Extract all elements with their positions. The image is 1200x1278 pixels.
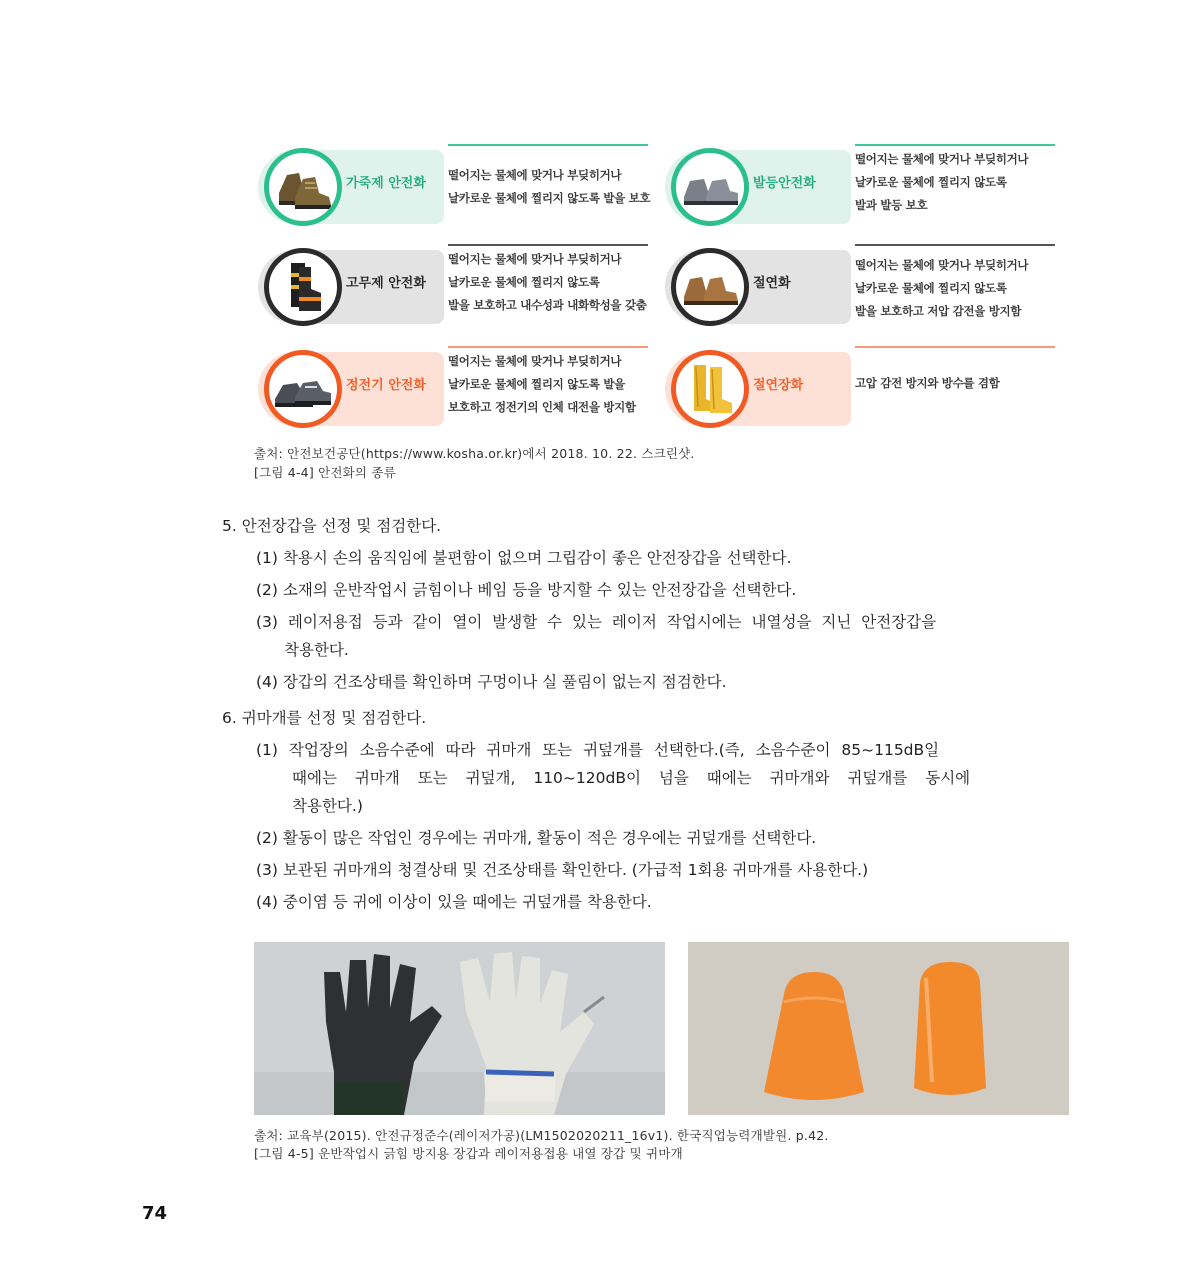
desc-line: 보호하고 정전기의 인체 대전을 방지함 — [448, 400, 636, 414]
section-5-heading: 5. 안전장갑을 선정 및 점검한다. — [222, 517, 442, 535]
page-number: 74 — [142, 1203, 168, 1224]
shoe-name: 발등안전화 — [753, 175, 816, 191]
shoe-description — [448, 244, 648, 330]
section-6-item-1: (1) 작업장의 소음수준에 따라 귀마개 또는 귀덮개를 선택한다.(즉, 소음수준이 85~115dB일 — [256, 741, 940, 759]
section-5-item-4: (4) 장갑의 건조상태를 확인하며 구멍이나 실 풀림이 없는지 점검한다. — [256, 673, 727, 691]
desc-line: 날카로운 물체에 찔리지 않도록 발을 — [448, 377, 625, 391]
desc-line: 떨어지는 물체에 맞거나 부딪히거나 — [448, 252, 622, 266]
shoe-name: 절연화 — [753, 275, 791, 291]
section-5-item-2: (2) 소재의 운반작업시 긁힘이나 베임 등을 방지할 수 있는 안전장갑을 선택한다. — [256, 581, 797, 599]
section-5-item-3: (3) 레이저용접 등과 같이 열이 발생할 수 있는 레이저 작업시에는 내열성을 지닌 안전장갑을 — [256, 613, 937, 631]
shoe-card-insulated-boot — [665, 346, 1057, 432]
shoe-card-antistatic — [258, 346, 650, 432]
section-6-item-3: (3) 보관된 귀마개의 청결상태 및 건조상태를 확인한다. (가급적 1회용 귀마개를 사용한다.) — [256, 861, 869, 879]
shoe-card-rubber — [258, 244, 650, 330]
gloves-photo — [254, 942, 665, 1115]
section-6-item-1-cont: 때에는 귀마개 또는 귀덮개, 110~120dB이 넘을 때에는 귀마개와 귀덮개를 동시에 — [292, 769, 971, 787]
section-5-item-3-cont: 착용한다. — [284, 641, 349, 659]
earplugs-photo — [688, 942, 1069, 1115]
shoe-description — [448, 144, 651, 230]
desc-line: 떨어지는 물체에 맞거나 부딪히거나 — [855, 258, 1029, 272]
shoe-name: 고무제 안전화 — [346, 275, 426, 291]
section-5-item-1: (1) 착용시 손의 움직임에 불편함이 없으며 그립감이 좋은 안전장갑을 선택한다. — [256, 549, 792, 567]
section-6-item-1-cont2: 착용한다.) — [292, 797, 363, 815]
metatarsal-shoe-image — [671, 148, 749, 226]
figure-4-5-title: [그림 4-5] 운반작업시 긁힘 방지용 장갑과 레이저용접용 내열 장갑 및 귀마개 — [254, 1146, 683, 1161]
shoe-card-insulated — [665, 244, 1057, 330]
desc-line: 날카로운 물체에 찔리지 않도록 — [855, 175, 1007, 189]
desc-line: 떨어지는 물체에 맞거나 부딪히거나 — [448, 354, 622, 368]
antistatic-shoe-image — [264, 350, 342, 428]
shoe-name: 절연장화 — [753, 377, 804, 393]
insulated-boot-image — [671, 350, 749, 428]
desc-line: 날카로운 물체에 찔리지 않도록 — [855, 281, 1007, 295]
shoe-card-leather — [258, 144, 650, 230]
figure-4-5-source: 출처: 교육부(2015). 안전규정준수(레이저가공)(LM1502020211_16v1). 한국직업능력개발원. p.42. — [254, 1128, 829, 1143]
shoe-card-metatarsal — [665, 144, 1057, 230]
desc-line: 날카로운 물체에 찔리지 않도록 발을 보호 — [448, 191, 651, 205]
desc-line: 떨어지는 물체에 맞거나 부딪히거나 — [448, 168, 622, 182]
shoe-description — [855, 144, 1055, 230]
desc-line: 발을 보호하고 내수성과 내화학성을 갖춤 — [448, 298, 647, 312]
shoe-name: 가죽제 안전화 — [346, 175, 426, 191]
desc-line: 발과 발등 보호 — [855, 198, 928, 212]
section-6-item-4: (4) 중이염 등 귀에 이상이 있을 때에는 귀덮개를 착용한다. — [256, 893, 652, 911]
desc-line: 고압 감전 방지와 방수를 겸함 — [855, 376, 1000, 390]
shoe-description — [448, 346, 648, 432]
section-6-item-2: (2) 활동이 많은 작업인 경우에는 귀마개, 활동이 적은 경우에는 귀덮개를 선택한다. — [256, 829, 817, 847]
desc-line: 날카로운 물체에 찔리지 않도록 — [448, 275, 600, 289]
shoe-description — [855, 346, 1055, 432]
leather-boot-image — [264, 148, 342, 226]
figure-4-4-source: 출처: 안전보건공단(https://www.kosha.or.kr)에서 2018. 10. 22. 스크린샷. — [254, 446, 695, 461]
insulated-shoe-image — [671, 248, 749, 326]
safety-shoe-figure — [258, 140, 1058, 430]
section-6-heading: 6. 귀마개를 선정 및 점검한다. — [222, 709, 427, 727]
shoe-name: 정전기 안전화 — [346, 377, 426, 393]
shoe-description — [855, 244, 1055, 330]
desc-line: 발을 보호하고 저압 감전을 방지함 — [855, 304, 1022, 318]
desc-line: 떨어지는 물체에 맞거나 부딪히거나 — [855, 152, 1029, 166]
rubber-boot-image — [264, 248, 342, 326]
figure-4-4-title: [그림 4-4] 안전화의 종류 — [254, 465, 396, 480]
